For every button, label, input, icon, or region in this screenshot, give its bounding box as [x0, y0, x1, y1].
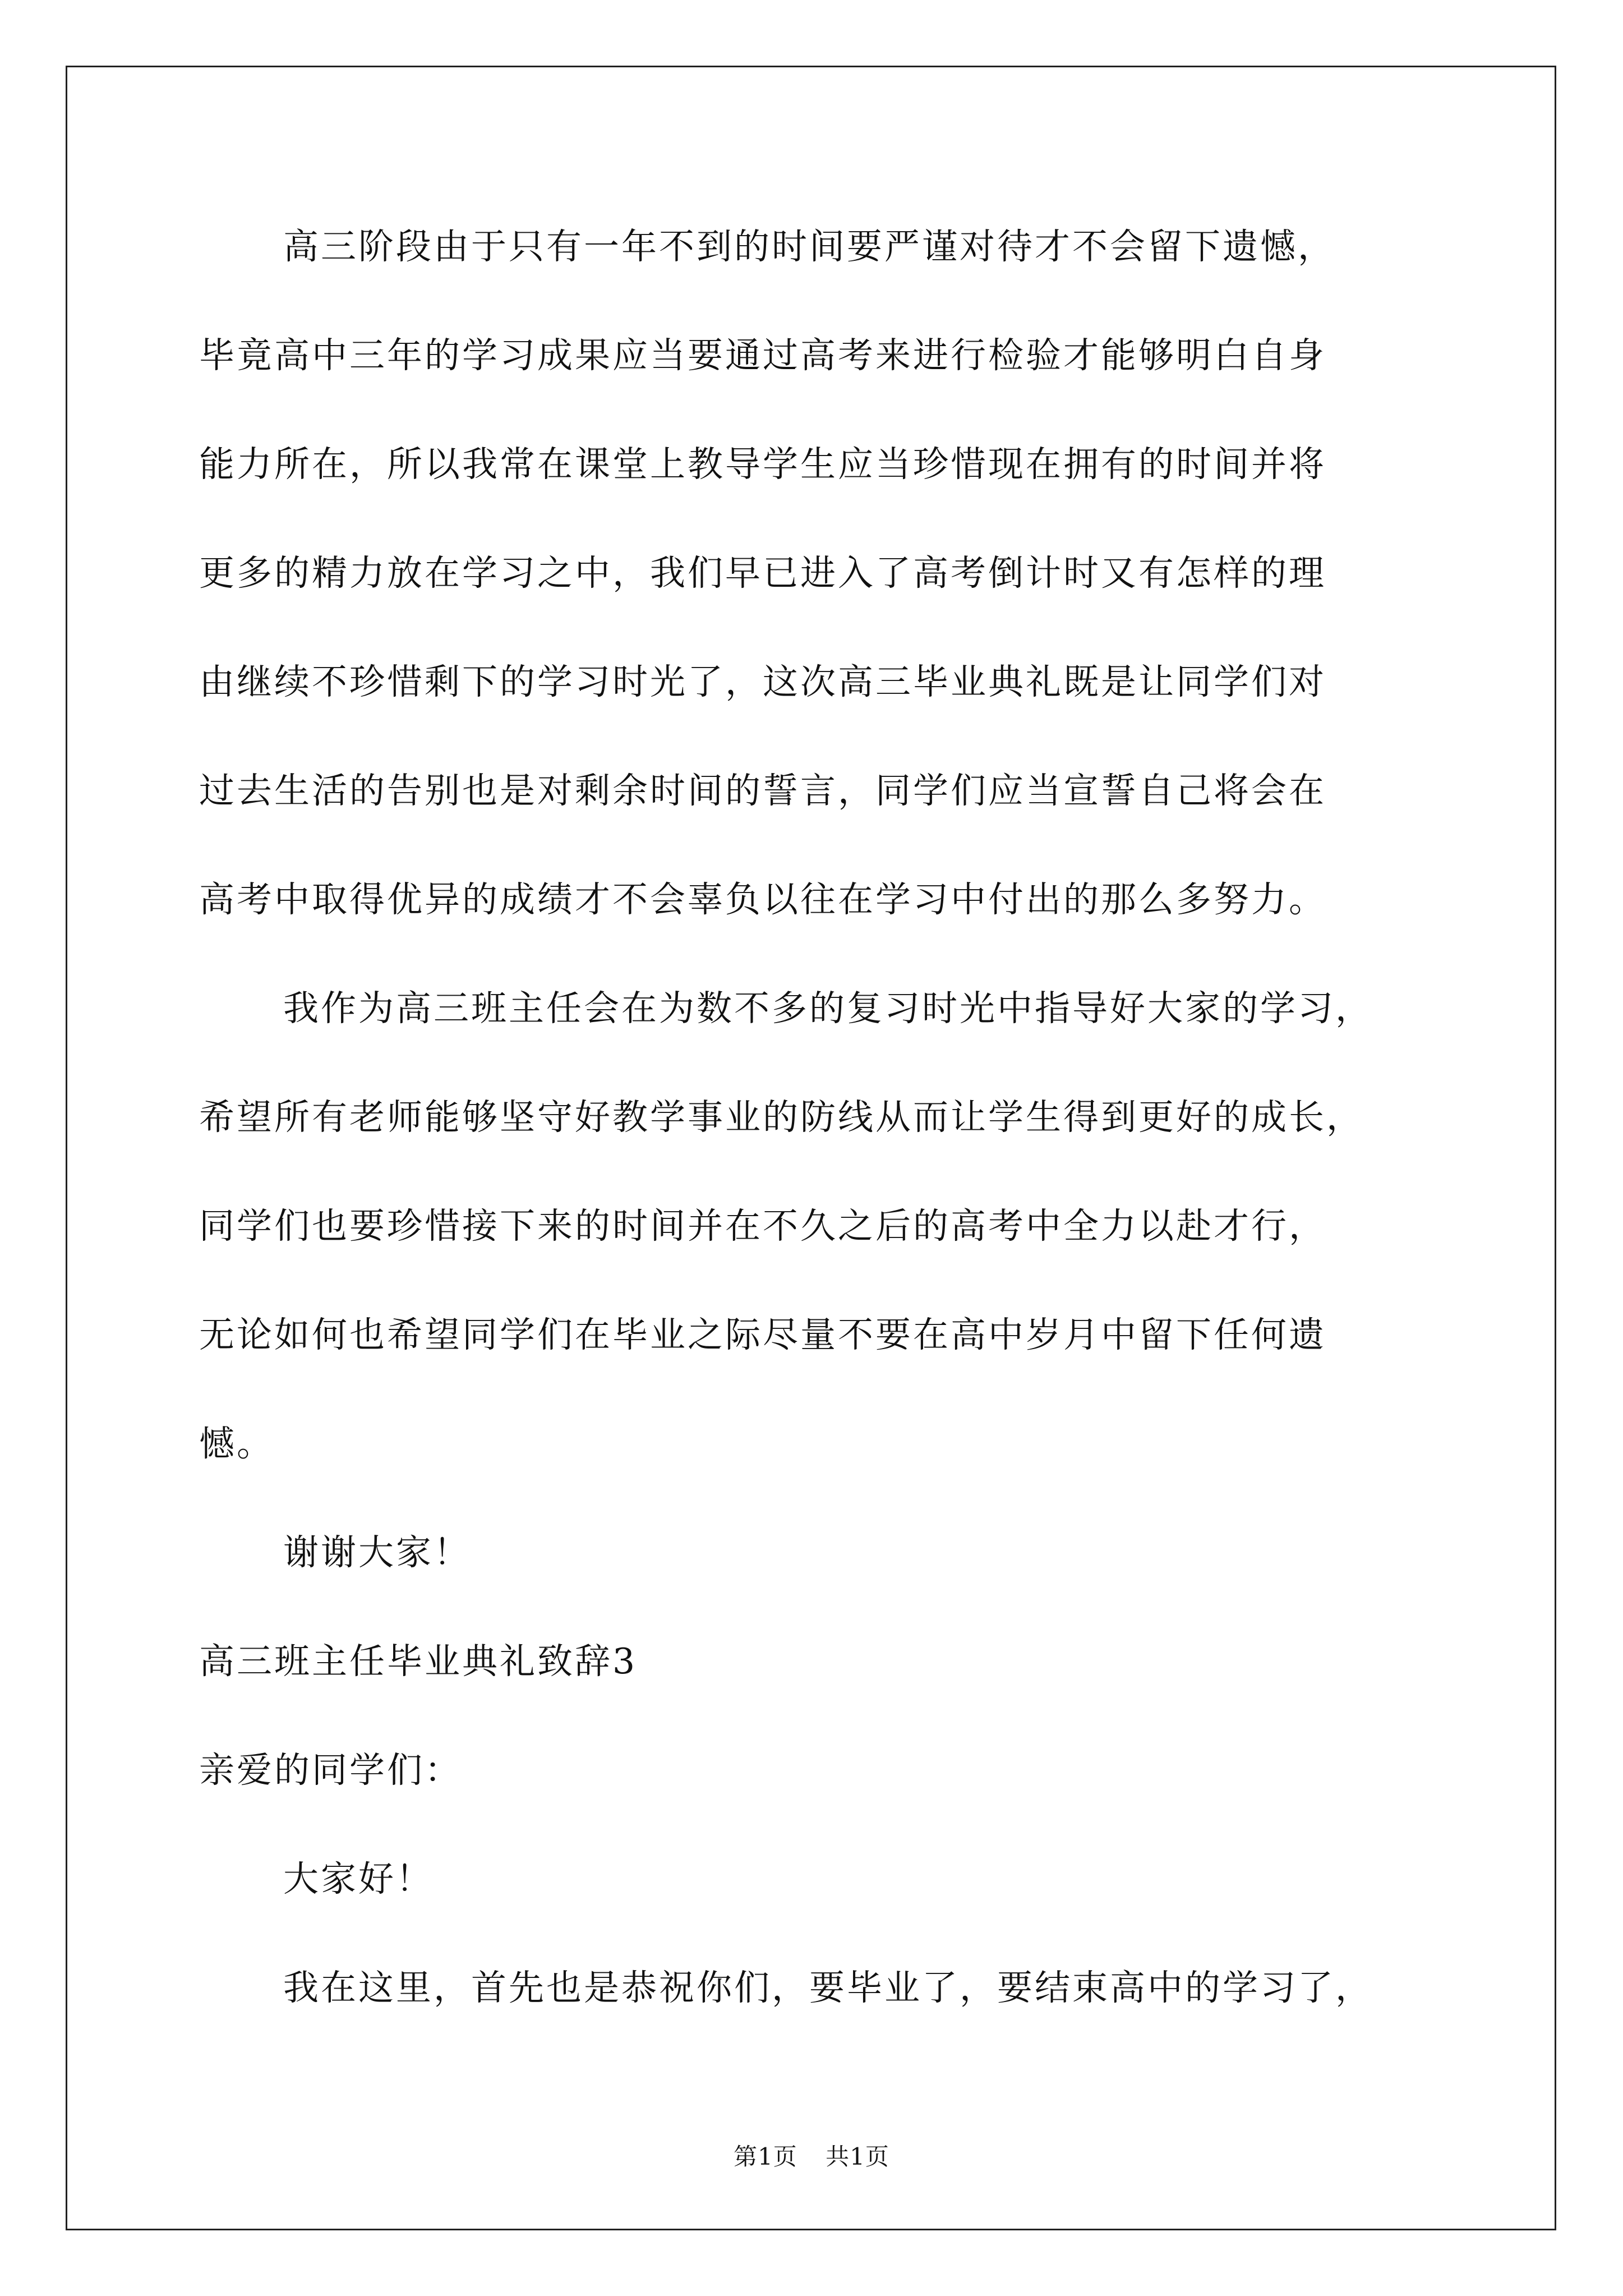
paragraph-line: 更多的精力放在学习之中，我们早已进入了高考倒计时又有怎样的理 — [199, 553, 1326, 593]
paragraph-line: 由继续不珍惜剩下的学习时光了，这次高三毕业典礼既是让同学们对 — [199, 661, 1326, 702]
paragraph-line: 高考中取得优异的成绩才不会辜负以往在学习中付出的那么多努力。 — [199, 879, 1326, 920]
paragraph-line: 憾。 — [199, 1423, 274, 1464]
greeting-line: 大家好！ — [283, 1858, 434, 1899]
section-title: 高三班主任毕业典礼致辞3 — [199, 1641, 638, 1682]
paragraph-line: 同学们也要珍惜接下来的时间并在不久之后的高考中全力以赴才行， — [199, 1205, 1326, 1246]
paragraph-line: 希望所有老师能够坚守好教学事业的防线从而让学生得到更好的成长， — [199, 1097, 1364, 1138]
closing-line: 谢谢大家！ — [283, 1532, 471, 1573]
paragraph-line: 过去生活的告别也是对剩余时间的誓言，同学们应当宣誓自己将会在 — [199, 770, 1326, 811]
page-footer — [0, 2138, 1623, 2172]
paragraph-line: 高三阶段由于只有一年不到的时间要严谨对待才不会留下遗憾， — [283, 226, 1335, 267]
paragraph-line: 我作为高三班主任会在为数不多的复习时光中指导好大家的学习， — [283, 988, 1373, 1029]
page-number-total: 共1页 — [826, 2143, 889, 2170]
paragraph-line: 无论如何也希望同学们在毕业之际尽量不要在高中岁月中留下任何遗 — [199, 1314, 1326, 1355]
salutation: 亲爱的同学们： — [199, 1750, 462, 1791]
paragraph-line: 毕竟高中三年的学习成果应当要通过高考来进行检验才能够明白自身 — [199, 335, 1326, 376]
page-number-current: 第1页 — [734, 2143, 797, 2170]
paragraph-line: 我在这里，首先也是恭祝你们，要毕业了，要结束高中的学习了， — [283, 1967, 1373, 2008]
page-border — [66, 66, 1556, 2230]
paragraph-line: 能力所在，所以我常在课堂上教导学生应当珍惜现在拥有的时间并将 — [199, 444, 1326, 485]
